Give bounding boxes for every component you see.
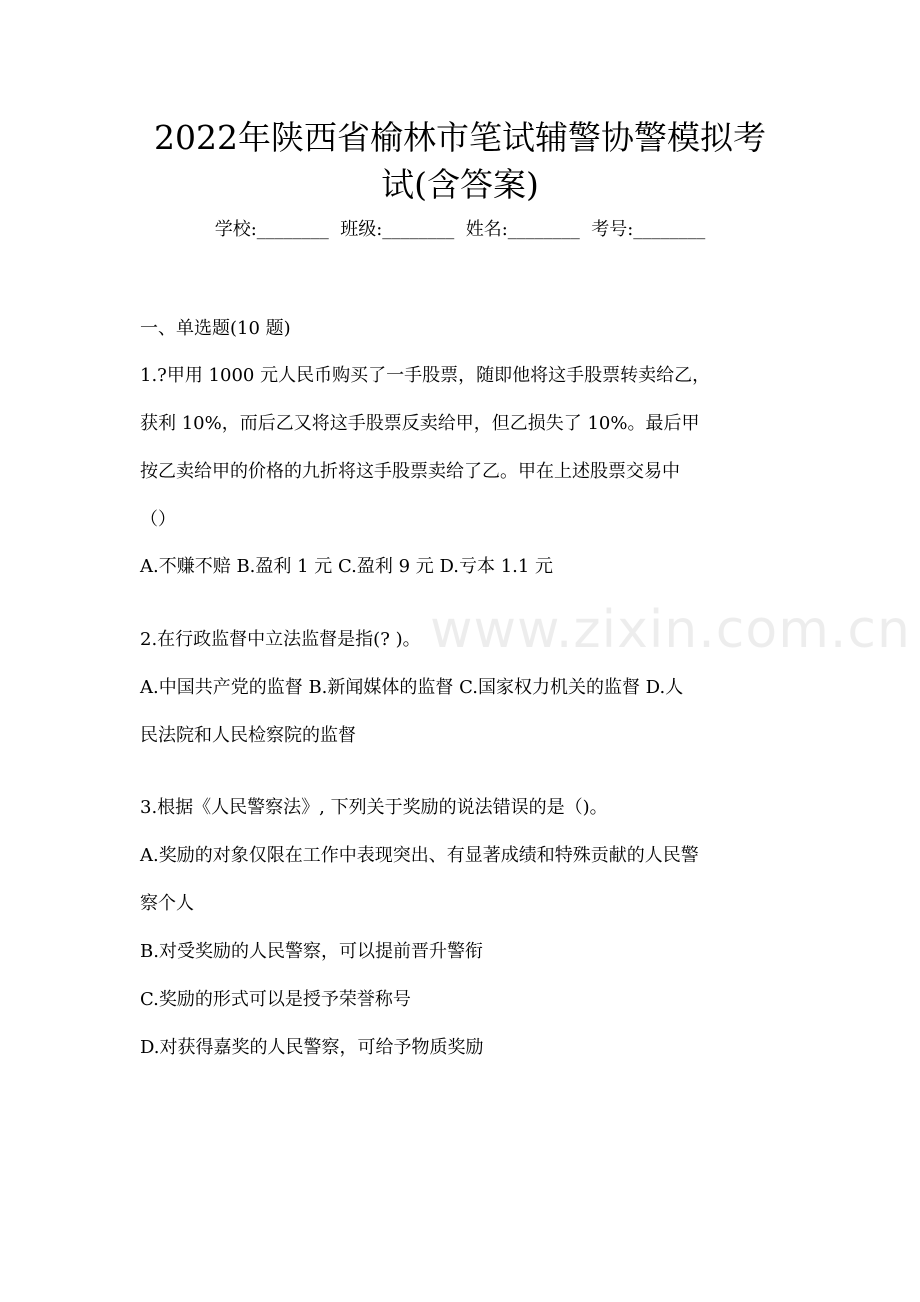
question-2-options-line-1: A.中国共产党的监督 B.新闻媒体的监督 C.国家权力机关的监督 D.人	[140, 677, 684, 698]
question-2-line-1: 2.在行政监督中立法监督是指(? )。	[140, 629, 421, 650]
question-1-line-2: 获利 10%，而后乙又将这手股票反卖给甲，但乙损失了 10%。最后甲	[140, 413, 700, 434]
watermark: www.zixin.com.cn	[430, 600, 911, 660]
question-3-option-d: D.对获得嘉奖的人民警察，可给予物质奖励	[140, 1037, 484, 1058]
question-1-options: A.不赚不赔 B.盈利 1 元 C.盈利 9 元 D.亏本 1.1 元	[140, 556, 554, 577]
section-heading: 一、单选题(10 题)	[140, 318, 291, 339]
document-title-line-2: 试(含答案)	[381, 165, 539, 204]
question-1-line-4: （）	[140, 509, 176, 530]
document-title-line-1: 2022年陕西省榆林市笔试辅警协警模拟考	[154, 118, 766, 157]
student-info-line: 学校:________ 班级:________ 姓名:________ 考号:________	[214, 219, 706, 240]
question-1-line-3: 按乙卖给甲的价格的九折将这手股票卖给了乙。甲在上述股票交易中	[140, 461, 680, 482]
question-1-line-1: 1.?甲用 1000 元人民币购买了一手股票，随即他将这手股票转卖给乙，	[140, 365, 711, 386]
question-3-option-b: B.对受奖励的人民警察，可以提前晋升警衔	[140, 941, 483, 962]
question-3-option-c: C.奖励的形式可以是授予荣誉称号	[140, 989, 411, 1010]
question-3-option-a-line-1: A.奖励的对象仅限在工作中表现突出、有显著成绩和特殊贡献的人民警	[140, 845, 699, 866]
question-2-options-line-2: 民法院和人民检察院的监督	[140, 725, 356, 746]
question-3-option-a-line-2: 察个人	[140, 893, 194, 914]
question-3-line-1: 3.根据《人民警察法》, 下列关于奖励的说法错误的是（)。	[140, 797, 608, 818]
